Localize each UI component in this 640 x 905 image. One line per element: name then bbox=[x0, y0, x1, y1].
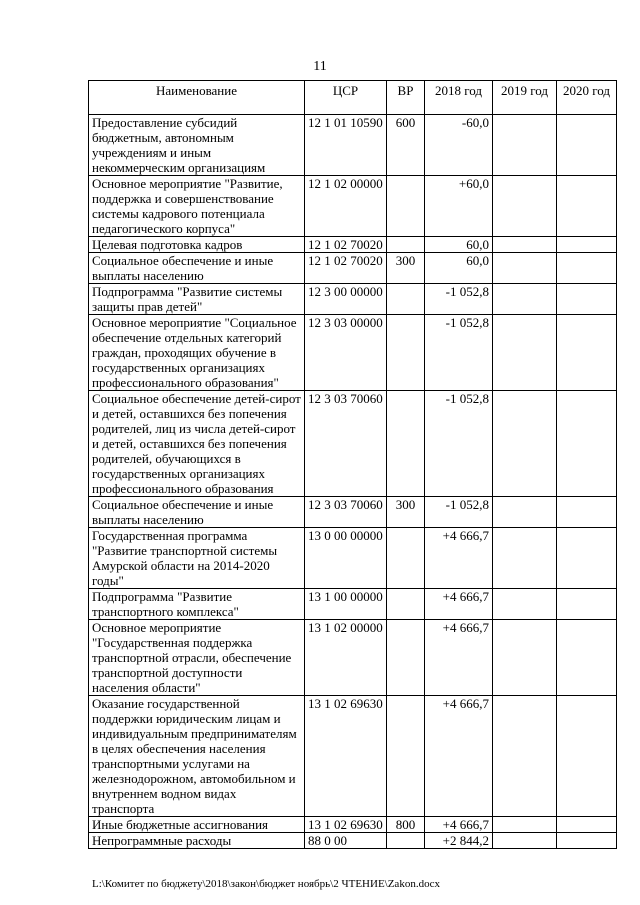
table-row bbox=[89, 237, 617, 253]
cell-name: Социальное обеспечение и иные выплаты населению bbox=[89, 497, 305, 528]
cell-2019 bbox=[493, 833, 557, 849]
cell-2018: +60,0 bbox=[425, 176, 493, 237]
cell-2019 bbox=[493, 176, 557, 237]
table-row bbox=[89, 817, 617, 833]
cell-name: Целевая подготовка кадров bbox=[89, 237, 305, 253]
cell-vr: 300 bbox=[387, 497, 425, 528]
cell-name: Иные бюджетные ассигнования bbox=[89, 817, 305, 833]
cell-2019 bbox=[493, 817, 557, 833]
cell-2018: 60,0 bbox=[425, 253, 493, 284]
cell-csr: 88 0 00 bbox=[305, 833, 387, 849]
cell-2019 bbox=[493, 284, 557, 315]
cell-2018: +4 666,7 bbox=[425, 817, 493, 833]
cell-2018: -1 052,8 bbox=[425, 497, 493, 528]
cell-2018: -1 052,8 bbox=[425, 315, 493, 391]
cell-2020 bbox=[557, 817, 617, 833]
header-2019: 2019 год bbox=[493, 81, 557, 115]
cell-name: Социальное обеспечение и иные выплаты населению bbox=[89, 253, 305, 284]
cell-csr: 12 3 03 70060 bbox=[305, 391, 387, 497]
footer-file-path: L:\Комитет по бюджету\2018\закон\бюджет ноябрь\2 ЧТЕНИЕ\Zakon.docx bbox=[92, 878, 440, 890]
cell-vr bbox=[387, 528, 425, 589]
table-row bbox=[89, 620, 617, 696]
cell-csr: 13 1 02 69630 bbox=[305, 817, 387, 833]
cell-name: Основное мероприятие "Развитие, поддержка и совершенствование системы кадрового потенциала педагогического корпуса" bbox=[89, 176, 305, 237]
cell-2019 bbox=[493, 391, 557, 497]
table-row bbox=[89, 696, 617, 817]
cell-2018: 60,0 bbox=[425, 237, 493, 253]
table-row bbox=[89, 833, 617, 849]
table-row bbox=[89, 315, 617, 391]
header-name: Наименование bbox=[89, 81, 305, 115]
cell-2018: +2 844,2 bbox=[425, 833, 493, 849]
cell-vr bbox=[387, 589, 425, 620]
cell-vr bbox=[387, 620, 425, 696]
cell-name: Оказание государственной поддержки юридическим лицам и индивидуальным предпринимателям в целях обеспечения населения транспортными услугами на железнодорожном, автомобильном и внутреннем водном видах транспорта bbox=[89, 696, 305, 817]
table-row bbox=[89, 253, 617, 284]
cell-name: Предоставление субсидий бюджетным, автономным учреждениям и иным некоммерческим организациям bbox=[89, 115, 305, 176]
cell-2020 bbox=[557, 528, 617, 589]
cell-2018: +4 666,7 bbox=[425, 696, 493, 817]
cell-2018: +4 666,7 bbox=[425, 528, 493, 589]
cell-2019 bbox=[493, 115, 557, 176]
cell-csr: 13 1 00 00000 bbox=[305, 589, 387, 620]
cell-2019 bbox=[493, 696, 557, 817]
cell-vr bbox=[387, 284, 425, 315]
cell-2020 bbox=[557, 237, 617, 253]
table-row bbox=[89, 284, 617, 315]
cell-name: Непрограммные расходы bbox=[89, 833, 305, 849]
table-row bbox=[89, 391, 617, 497]
cell-vr bbox=[387, 176, 425, 237]
cell-csr: 13 0 00 00000 bbox=[305, 528, 387, 589]
cell-csr: 12 1 01 10590 bbox=[305, 115, 387, 176]
table-row bbox=[89, 528, 617, 589]
cell-vr: 600 bbox=[387, 115, 425, 176]
cell-csr: 12 3 03 70060 bbox=[305, 497, 387, 528]
cell-vr: 300 bbox=[387, 253, 425, 284]
cell-2019 bbox=[493, 528, 557, 589]
table-row bbox=[89, 589, 617, 620]
cell-2019 bbox=[493, 620, 557, 696]
cell-2020 bbox=[557, 176, 617, 237]
cell-2018: +4 666,7 bbox=[425, 620, 493, 696]
cell-2018: -1 052,8 bbox=[425, 284, 493, 315]
cell-name: Социальное обеспечение детей-сирот и детей, оставшихся без попечения родителей, лиц из числа детей-сирот и детей, оставшихся без попечения родителей, обучающихся в государственных организациях профессионального образования bbox=[89, 391, 305, 497]
cell-vr: 800 bbox=[387, 817, 425, 833]
cell-vr bbox=[387, 391, 425, 497]
cell-2019 bbox=[493, 589, 557, 620]
cell-2020 bbox=[557, 315, 617, 391]
cell-2020 bbox=[557, 696, 617, 817]
table-row bbox=[89, 497, 617, 528]
cell-2018: -60,0 bbox=[425, 115, 493, 176]
header-2018: 2018 год bbox=[425, 81, 493, 115]
cell-csr: 12 1 02 70020 bbox=[305, 253, 387, 284]
cell-name: Подпрограмма "Развитие системы защиты прав детей" bbox=[89, 284, 305, 315]
cell-vr bbox=[387, 237, 425, 253]
table-header-row bbox=[89, 81, 617, 115]
cell-2020 bbox=[557, 833, 617, 849]
cell-csr: 12 1 02 70020 bbox=[305, 237, 387, 253]
cell-2018: +4 666,7 bbox=[425, 589, 493, 620]
cell-2018: -1 052,8 bbox=[425, 391, 493, 497]
cell-vr bbox=[387, 833, 425, 849]
cell-2019 bbox=[493, 497, 557, 528]
cell-csr: 12 1 02 00000 bbox=[305, 176, 387, 237]
cell-vr bbox=[387, 315, 425, 391]
budget-table bbox=[88, 80, 617, 849]
cell-2020 bbox=[557, 284, 617, 315]
cell-2019 bbox=[493, 315, 557, 391]
cell-name: Подпрограмма "Развитие транспортного комплекса" bbox=[89, 589, 305, 620]
cell-2020 bbox=[557, 253, 617, 284]
cell-2019 bbox=[493, 253, 557, 284]
cell-vr bbox=[387, 696, 425, 817]
header-csr: ЦСР bbox=[305, 81, 387, 115]
cell-2019 bbox=[493, 237, 557, 253]
cell-2020 bbox=[557, 589, 617, 620]
table-row bbox=[89, 115, 617, 176]
table-row bbox=[89, 176, 617, 237]
cell-name: Основное мероприятие "Государственная поддержка транспортной отрасли, обеспечение транспортной доступности населения области" bbox=[89, 620, 305, 696]
cell-csr: 12 3 03 00000 bbox=[305, 315, 387, 391]
cell-2020 bbox=[557, 497, 617, 528]
cell-csr: 13 1 02 00000 bbox=[305, 620, 387, 696]
cell-csr: 12 3 00 00000 bbox=[305, 284, 387, 315]
cell-csr: 13 1 02 69630 bbox=[305, 696, 387, 817]
cell-2020 bbox=[557, 620, 617, 696]
cell-2020 bbox=[557, 391, 617, 497]
cell-name: Основное мероприятие "Социальное обеспечение отдельных категорий граждан, проходящих обучение в государственных организациях профессионального образования" bbox=[89, 315, 305, 391]
header-2020: 2020 год bbox=[557, 81, 617, 115]
cell-2020 bbox=[557, 115, 617, 176]
header-vr: ВР bbox=[387, 81, 425, 115]
page-number: 11 bbox=[313, 59, 327, 74]
cell-name: Государственная программа "Развитие транспортной системы Амурской области на 2014-2020 годы" bbox=[89, 528, 305, 589]
